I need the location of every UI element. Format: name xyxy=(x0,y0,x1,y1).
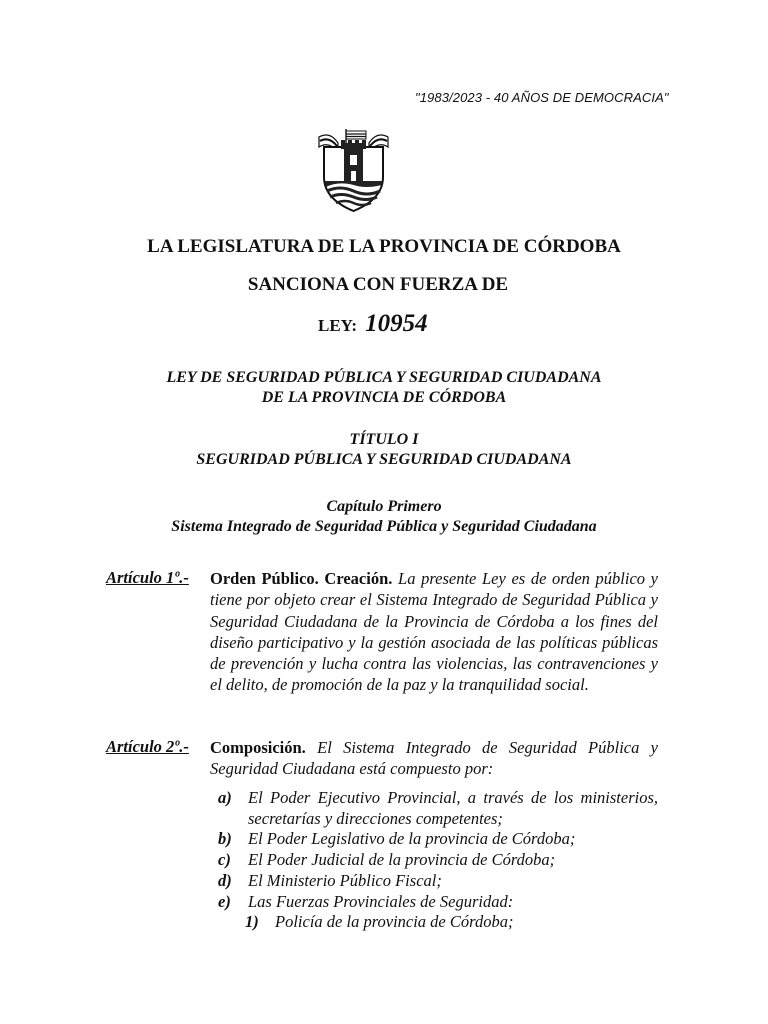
law-number-row xyxy=(318,310,428,338)
list-marker: 1) xyxy=(245,912,259,932)
list-item-text: El Ministerio Público Fiscal; xyxy=(248,870,442,890)
coat-of-arms-cordoba-icon xyxy=(316,125,391,213)
law-name xyxy=(0,368,768,408)
article-2-list xyxy=(218,788,658,933)
law-name-line2: DE LA PROVINCIA DE CÓRDOBA xyxy=(261,389,507,406)
law-number: 10954 xyxy=(365,310,428,337)
article-1-text: La presente Ley es de orden público y tiene por objeto crear el Sistema Integrado de Seguridad Pública y Seguridad Ciudadana de la Provincia de Córdoba a los fines del diseño participativo y la gestión asociada de las políticas públicas de prevención y lucha contra las violencias, las contravenciones y el delito, de promoción de la paz y la tranquilidad social. xyxy=(210,569,658,695)
list-marker: c) xyxy=(218,850,231,870)
list-marker: b) xyxy=(218,829,232,849)
list-marker: d) xyxy=(218,870,232,890)
article-1-heading: Orden Público. Creación. xyxy=(210,569,393,588)
law-name-line1: LEY DE SEGURIDAD PÚBLICA Y SEGURIDAD CIUDADANA xyxy=(166,369,602,386)
title-name: SEGURIDAD PÚBLICA Y SEGURIDAD CIUDADANA xyxy=(196,451,572,468)
sub-list-item xyxy=(218,912,658,933)
chapter-name: Sistema Integrado de Seguridad Pública y Seguridad Ciudadana xyxy=(171,518,597,535)
article-1-body xyxy=(210,568,658,696)
sanciona-heading: SANCIONA CON FUERZA DE xyxy=(247,274,509,295)
article-1-label: Artículo 1º.- xyxy=(106,568,189,587)
list-item-text: Las Fuerzas Provinciales de Seguridad: xyxy=(248,891,514,911)
chapter-section xyxy=(0,497,768,537)
list-marker: a) xyxy=(218,788,232,807)
title-section xyxy=(0,430,768,470)
list-item-text: El Poder Legislativo de la provincia de Córdoba; xyxy=(248,829,576,849)
motto: "1983/2023 - 40 AÑOS DE DEMOCRACIA" xyxy=(415,90,669,105)
list-item xyxy=(218,871,658,892)
law-label: LEY: xyxy=(318,316,358,335)
title-label: TÍTULO I xyxy=(349,431,419,448)
list-item xyxy=(218,788,658,829)
article-2-label: Artículo 2º.- xyxy=(106,737,189,756)
list-marker: e) xyxy=(218,891,231,911)
list-item xyxy=(218,829,658,850)
list-item xyxy=(218,850,658,871)
chapter-label: Capítulo Primero xyxy=(326,498,442,515)
list-item-text: El Poder Ejecutivo Provincial, a través de los ministerios, secretarías y direcciones competentes; xyxy=(248,788,658,828)
list-item xyxy=(218,892,658,913)
article-2-text: El Sistema Integrado de Seguridad Pública y Seguridad Ciudadana está compuesto por: xyxy=(210,738,658,779)
list-item-text: Policía de la provincia de Córdoba; xyxy=(275,912,514,932)
article-2-heading: Composición. xyxy=(210,738,306,757)
list-item-text: El Poder Judicial de la provincia de Córdoba; xyxy=(248,850,556,870)
legislature-heading: LA LEGISLATURA DE LA PROVINCIA DE CÓRDOBA xyxy=(147,236,621,257)
article-2-body xyxy=(210,737,658,780)
